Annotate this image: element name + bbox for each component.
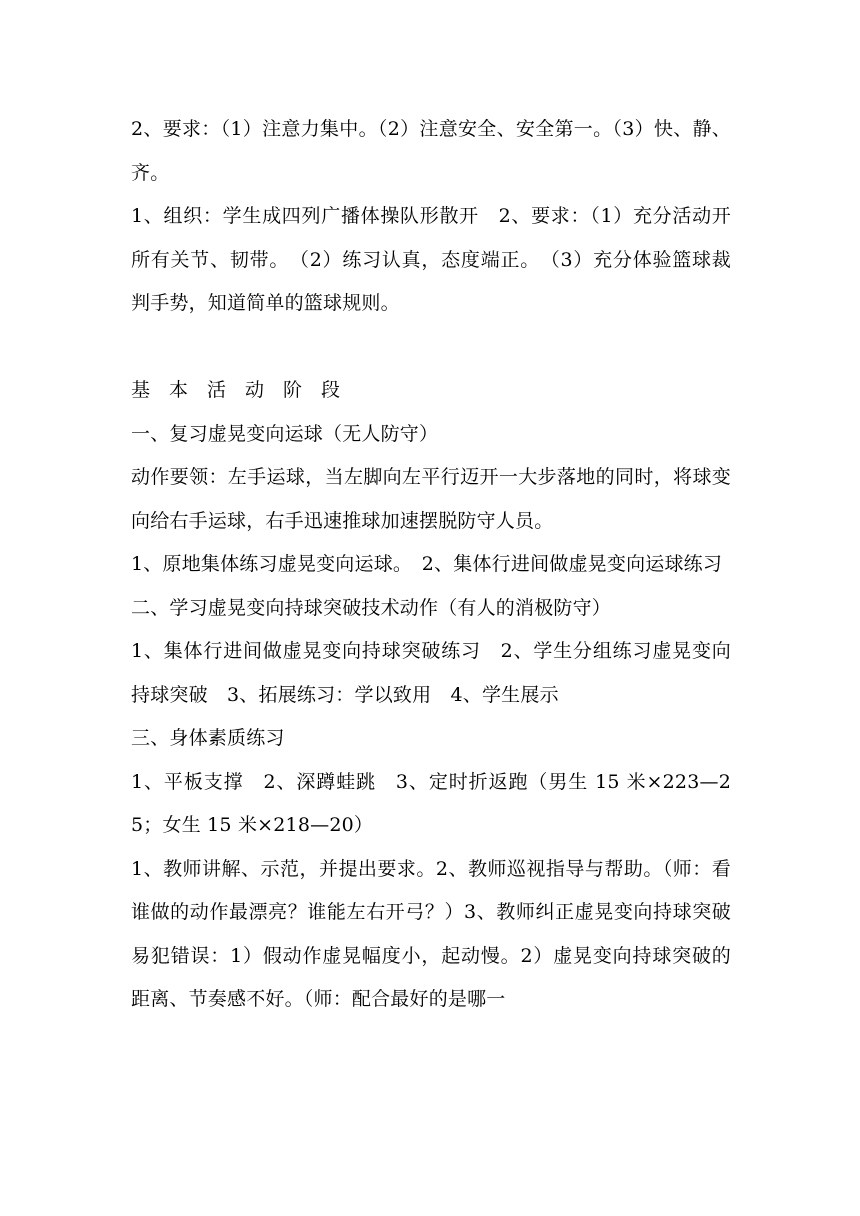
fitness-exercises-paragraph: 1、平板支撑 2、深蹲蛙跳 3、定时折返跑（男生 15 米×223—25；女生 15 米×218—20） xyxy=(131,770,731,836)
dribble-practice-paragraph: 1、原地集体练习虚晃变向运球。 2、集体行进间做虚晃变向运球练习 xyxy=(131,553,723,575)
review-dribble-heading: 一、复习虚晃变向运球（无人防守） xyxy=(131,422,439,445)
breakthrough-practice-paragraph: 1、集体行进间做虚晃变向持球突破练习 2、学生分组练习虚晃变向持球突破 3、拓展练习：学以致用 4、学生展示 xyxy=(131,640,731,706)
teacher-guidance-paragraph: 1、教师讲解、示范，并提出要求。2、教师巡视指导与帮助。（师：看谁做的动作最漂亮？谁能左右开弓？）3、教师纠正虚晃变向持球突破易犯错误：1）假动作虚晃幅度小，起动慢。2）虚晃变向持球突破的距离、节奏感不好。（师：配合最好的是哪一 xyxy=(131,857,731,1010)
section-heading: 基本活动阶段 xyxy=(131,379,360,401)
breakthrough-heading: 二、学习虚晃变向持球突破技术动作（有人的消极防守） xyxy=(131,596,612,619)
action-essentials-paragraph: 动作要领：左手运球，当左脚向左平行迈开一大步落地的同时，将球变向给右手运球，右手迅速推球加速摆脱防守人员。 xyxy=(131,466,731,532)
blank-line xyxy=(131,326,731,370)
requirements-paragraph: 2、要求：（1）注意力集中。（2）注意安全、安全第一。（3）快、静、齐。 xyxy=(131,118,731,184)
organization-paragraph: 1、组织：学生成四列广播体操队形散开 2、要求：（1）充分活动开所有关节、韧带。 （2）练习认真，态度端正。 （3）充分体验篮球裁判手势，知道简单的篮球规则。 xyxy=(131,205,731,314)
fitness-heading: 三、身体素质练习 xyxy=(131,727,285,749)
document-body xyxy=(131,108,731,1022)
